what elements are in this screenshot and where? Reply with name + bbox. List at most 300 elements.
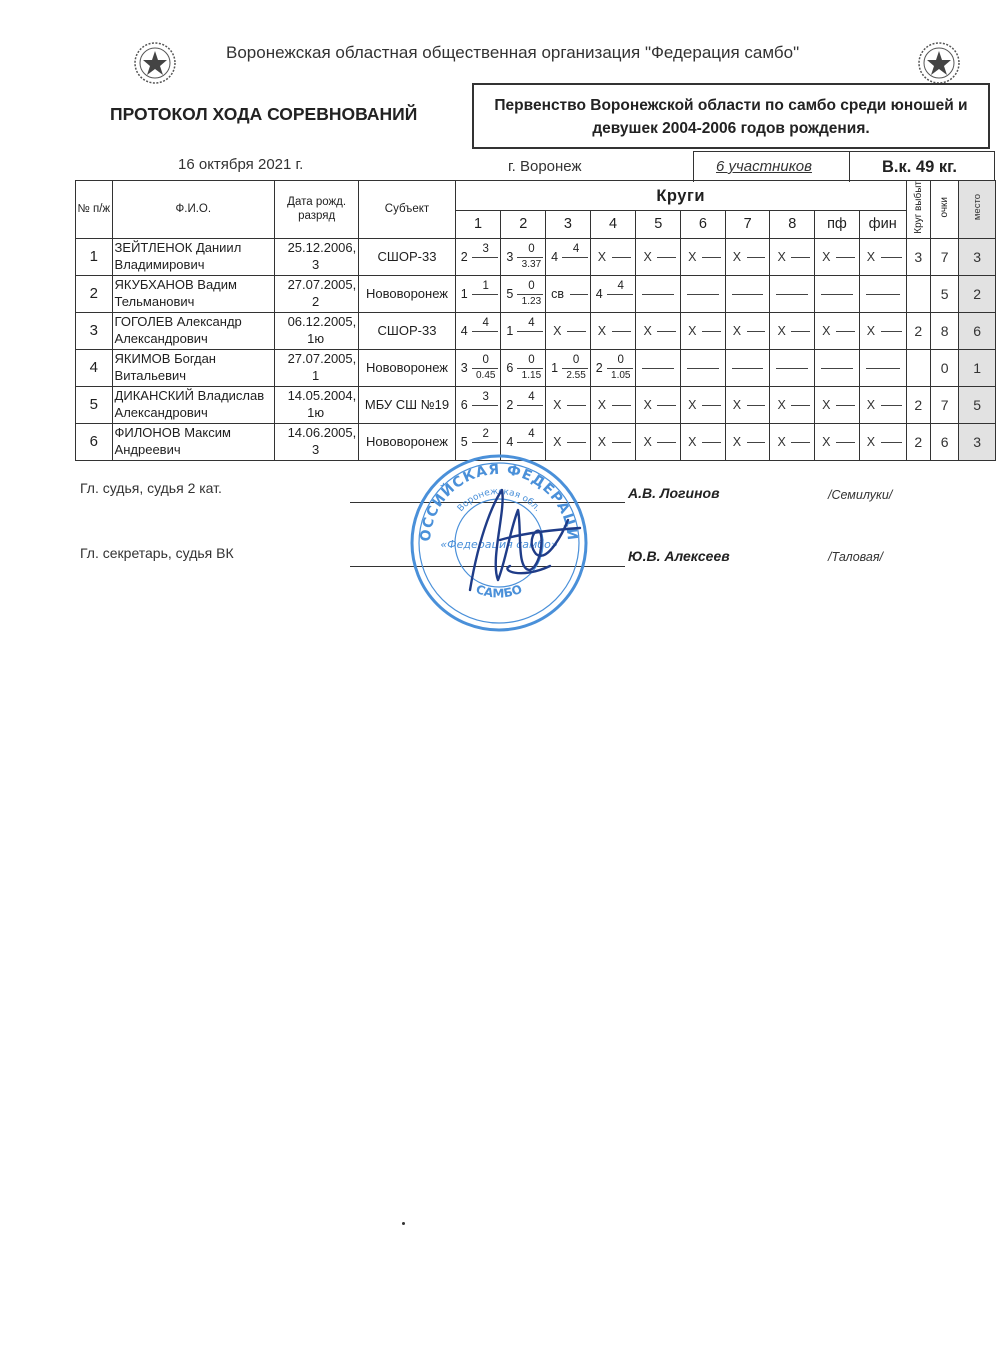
round-cell-out bbox=[770, 386, 815, 423]
round-cell bbox=[546, 275, 591, 312]
round-cell-out bbox=[546, 312, 591, 349]
round-cell-out bbox=[815, 238, 860, 275]
round-cell-empty bbox=[859, 349, 906, 386]
out-line bbox=[657, 442, 676, 443]
points-value: 8 bbox=[930, 312, 958, 349]
column-header-num: № п/ж bbox=[76, 181, 113, 239]
athlete-patronymic: Александрович bbox=[114, 404, 208, 420]
round-header: 8 bbox=[770, 211, 815, 239]
bout-score: 4 bbox=[482, 316, 489, 329]
round-header: фин bbox=[859, 211, 906, 239]
athlete-name bbox=[112, 275, 274, 312]
round-cell bbox=[455, 238, 501, 275]
competition-city: г. Воронеж bbox=[508, 158, 582, 175]
round-cell-out bbox=[815, 386, 860, 423]
round-header: 1 bbox=[455, 211, 501, 239]
round-cell-out bbox=[590, 238, 636, 275]
place-value: 1 bbox=[959, 349, 996, 386]
dob-rank: 1ю bbox=[307, 330, 325, 346]
secretary-label: Гл. секретарь, судья ВК bbox=[80, 545, 234, 561]
athlete-dob bbox=[275, 275, 359, 312]
round-header: 3 bbox=[546, 211, 591, 239]
out-mark: X bbox=[643, 434, 652, 449]
dob-date: 25.12.2006, bbox=[287, 239, 357, 255]
opponent-number: 4 bbox=[460, 323, 468, 338]
bout-score: 4 bbox=[572, 242, 580, 255]
score-line bbox=[472, 294, 499, 295]
out-line bbox=[567, 331, 586, 332]
score-line bbox=[472, 257, 499, 258]
round-cell-empty bbox=[636, 275, 681, 312]
opponent-number: 6 bbox=[506, 360, 514, 375]
out-mark: X bbox=[822, 323, 831, 338]
row-number: 4 bbox=[76, 349, 113, 386]
out-line bbox=[747, 442, 766, 443]
table-row bbox=[76, 275, 996, 312]
dash-line bbox=[776, 368, 808, 369]
out-mark: X bbox=[597, 397, 607, 412]
out-label: Круг выбыт bbox=[912, 181, 924, 234]
out-mark: X bbox=[643, 249, 652, 264]
dash-line bbox=[687, 294, 719, 295]
competition-date: 16 октября 2021 г. bbox=[178, 156, 304, 173]
score-line bbox=[472, 442, 499, 443]
round-cell bbox=[501, 386, 546, 423]
round-out-value: 3 bbox=[906, 238, 930, 275]
athlete-name bbox=[112, 238, 274, 275]
round-cell bbox=[501, 349, 546, 386]
row-number: 1 bbox=[76, 238, 113, 275]
secretary-name: Ю.В. Алексеев bbox=[628, 548, 730, 564]
dash-line bbox=[687, 368, 719, 369]
bout-time: 3.37 bbox=[521, 258, 542, 270]
athlete-name bbox=[112, 386, 274, 423]
out-mark: X bbox=[866, 397, 876, 412]
out-line bbox=[836, 442, 855, 443]
athlete-surname-name: ЗЕЙТЛЕНОК Даниил bbox=[114, 239, 242, 255]
bout-score: 4 bbox=[528, 316, 535, 329]
round-cell-out bbox=[815, 423, 860, 460]
round-cell bbox=[455, 349, 501, 386]
out-mark: X bbox=[688, 397, 697, 412]
opponent-number: 5 bbox=[506, 286, 514, 301]
bout-score: 0 bbox=[528, 279, 535, 292]
round-cell bbox=[501, 312, 546, 349]
round-header: пф bbox=[815, 211, 860, 239]
round-cell bbox=[501, 275, 546, 312]
out-line bbox=[612, 442, 632, 443]
round-cell-out bbox=[681, 238, 726, 275]
dob-date: 27.07.2005, bbox=[287, 350, 357, 366]
out-line bbox=[747, 405, 766, 406]
round-cell-out bbox=[859, 312, 906, 349]
table-row bbox=[76, 238, 996, 275]
athlete-name bbox=[112, 349, 274, 386]
column-header-dob: Дата рожд. разряд bbox=[275, 181, 359, 239]
round-cell bbox=[455, 275, 501, 312]
points-value: 0 bbox=[930, 349, 958, 386]
athlete-subject: СШОР-33 bbox=[359, 238, 455, 275]
out-line bbox=[881, 331, 902, 332]
round-cell-out bbox=[725, 423, 770, 460]
sambo-emblem-icon-left bbox=[132, 40, 178, 86]
points-value: 6 bbox=[930, 423, 958, 460]
athlete-patronymic: Витальевич bbox=[114, 367, 187, 383]
out-mark: X bbox=[597, 323, 607, 338]
event-title-box bbox=[472, 83, 990, 149]
column-header-name: Ф.И.О. bbox=[112, 181, 274, 239]
row-number: 6 bbox=[76, 423, 113, 460]
bout-score: 0 bbox=[482, 353, 489, 366]
event-title-line2: девушек 2004-2006 годов рождения. bbox=[592, 120, 870, 137]
out-mark: X bbox=[732, 397, 742, 412]
out-line bbox=[791, 257, 810, 258]
round-cell-out bbox=[815, 312, 860, 349]
out-mark: X bbox=[688, 434, 697, 449]
bout-time: 1.23 bbox=[521, 295, 542, 307]
out-line bbox=[836, 257, 855, 258]
bout-time: 1.15 bbox=[521, 369, 542, 381]
out-mark: X bbox=[553, 323, 562, 338]
row-number: 3 bbox=[76, 312, 113, 349]
score-line bbox=[607, 294, 634, 295]
round-cell-out bbox=[681, 423, 726, 460]
place-value: 5 bbox=[959, 386, 996, 423]
dob-rank: 3 bbox=[312, 256, 320, 272]
round-cell-out bbox=[590, 423, 636, 460]
dash-line bbox=[821, 294, 853, 295]
column-header-points bbox=[930, 181, 958, 239]
athlete-patronymic: Тельманович bbox=[114, 293, 195, 309]
score-line bbox=[562, 368, 588, 369]
out-line bbox=[612, 405, 632, 406]
out-line bbox=[702, 405, 721, 406]
score-line bbox=[517, 331, 543, 332]
out-line bbox=[747, 331, 766, 332]
round-cell-out bbox=[546, 386, 591, 423]
chief-judge-city: /Семилуки/ bbox=[828, 488, 893, 502]
opponent-number: 5 bbox=[460, 434, 468, 449]
table-row bbox=[76, 386, 996, 423]
score-line bbox=[472, 405, 499, 406]
points-label: очки bbox=[939, 197, 951, 218]
out-mark: X bbox=[866, 249, 876, 264]
round-cell-empty bbox=[725, 349, 770, 386]
round-cell-empty bbox=[770, 275, 815, 312]
out-mark: X bbox=[643, 323, 652, 338]
athlete-surname-name: ДИКАНСКИЙ Владислав bbox=[114, 387, 265, 403]
bout-score: 3 bbox=[482, 390, 489, 403]
out-mark: X bbox=[597, 249, 607, 264]
bout-score: 0 bbox=[617, 353, 624, 366]
out-line bbox=[657, 257, 676, 258]
athlete-subject: Нововоронеж bbox=[359, 275, 455, 312]
column-header-place bbox=[959, 181, 996, 239]
out-mark: X bbox=[822, 397, 831, 412]
stamp-outer-text: ОССИЙСКАЯ ФЕДЕРАЦИ bbox=[417, 461, 581, 543]
opponent-number: 4 bbox=[595, 286, 603, 301]
out-mark: X bbox=[732, 249, 742, 264]
out-line bbox=[657, 331, 676, 332]
round-cell-empty bbox=[859, 275, 906, 312]
out-line bbox=[567, 442, 586, 443]
athlete-patronymic: Владимирович bbox=[114, 256, 205, 272]
round-cell-empty bbox=[725, 275, 770, 312]
round-header: 4 bbox=[590, 211, 636, 239]
score-line bbox=[517, 294, 543, 295]
bout-score: 0 bbox=[528, 242, 535, 255]
sambo-emblem-icon-right bbox=[916, 40, 962, 86]
athlete-name bbox=[112, 312, 274, 349]
out-mark: X bbox=[866, 323, 876, 338]
score-line bbox=[517, 405, 543, 406]
column-header-subject: Субъект bbox=[359, 181, 455, 239]
organization-title: Воронежская областная общественная организация "Федерация самбо" bbox=[226, 43, 800, 62]
round-cell-out bbox=[725, 312, 770, 349]
row-number: 2 bbox=[76, 275, 113, 312]
dob-rank: 2 bbox=[312, 293, 320, 309]
out-line bbox=[612, 331, 632, 332]
stamp-center-text: «Федерация самбо» bbox=[440, 538, 558, 551]
round-cell-out bbox=[859, 238, 906, 275]
place-label: место bbox=[971, 194, 983, 221]
round-cell bbox=[590, 275, 636, 312]
place-value: 3 bbox=[959, 238, 996, 275]
out-line bbox=[702, 257, 721, 258]
athlete-subject: СШОР-33 bbox=[359, 312, 455, 349]
dob-rank: 3 bbox=[312, 441, 320, 457]
dob-date: 27.07.2005, bbox=[287, 276, 357, 292]
round-header: 5 bbox=[636, 211, 681, 239]
round-cell-out bbox=[681, 386, 726, 423]
bout-score: 3 bbox=[482, 242, 489, 255]
athlete-surname-name: ЯКУБХАНОВ Вадим bbox=[114, 276, 237, 292]
round-out-value: 2 bbox=[906, 423, 930, 460]
out-line bbox=[836, 331, 855, 332]
athlete-surname-name: ФИЛОНОВ Максим bbox=[114, 424, 231, 440]
bout-score: 1 bbox=[482, 279, 489, 292]
out-mark: X bbox=[732, 323, 742, 338]
place-value: 6 bbox=[959, 312, 996, 349]
opponent-number: 6 bbox=[460, 397, 468, 412]
round-cell-out bbox=[590, 386, 636, 423]
athlete-dob bbox=[275, 386, 359, 423]
round-cell-out bbox=[725, 238, 770, 275]
dash-line bbox=[642, 294, 674, 295]
round-cell-out bbox=[636, 238, 681, 275]
round-cell bbox=[455, 312, 501, 349]
dob-rank: 1ю bbox=[307, 404, 325, 420]
points-value: 7 bbox=[930, 238, 958, 275]
out-mark: X bbox=[732, 434, 742, 449]
out-mark: X bbox=[866, 434, 876, 449]
opponent-number: 3 bbox=[506, 249, 514, 264]
round-cell bbox=[546, 238, 591, 275]
out-line bbox=[791, 331, 810, 332]
participants-count: 6 участников bbox=[716, 158, 812, 175]
round-cell-empty bbox=[770, 349, 815, 386]
opponent-number: 2 bbox=[460, 249, 468, 264]
out-mark: X bbox=[688, 323, 697, 338]
weight-category: В.к. 49 кг. bbox=[882, 158, 957, 176]
dash-line bbox=[866, 294, 900, 295]
bout-score: 4 bbox=[528, 390, 535, 403]
round-header: 7 bbox=[725, 211, 770, 239]
dash-line bbox=[732, 368, 764, 369]
out-line bbox=[612, 257, 632, 258]
score-line bbox=[472, 368, 499, 369]
round-cell-empty bbox=[681, 275, 726, 312]
out-mark: X bbox=[643, 397, 652, 412]
round-cell-out bbox=[770, 238, 815, 275]
event-title-line1: Первенство Воронежской области по самбо среди юношей и bbox=[494, 97, 968, 114]
opponent-number: 4 bbox=[506, 434, 514, 449]
bout-score: 4 bbox=[528, 427, 535, 440]
score-line bbox=[517, 442, 543, 443]
score-line bbox=[570, 294, 588, 295]
round-out-value bbox=[906, 275, 930, 312]
athlete-subject: МБУ СШ №19 bbox=[359, 386, 455, 423]
table-row bbox=[76, 349, 996, 386]
stamp-inner-text: Воронежская обл. bbox=[455, 486, 543, 514]
out-line bbox=[881, 405, 902, 406]
round-cell bbox=[501, 238, 546, 275]
round-cell-out bbox=[859, 423, 906, 460]
column-header-out bbox=[906, 181, 930, 239]
row-number: 5 bbox=[76, 386, 113, 423]
dash-line bbox=[821, 368, 853, 369]
round-cell-out bbox=[636, 312, 681, 349]
round-cell-out bbox=[859, 386, 906, 423]
opponent-number: св bbox=[551, 286, 564, 301]
out-mark: X bbox=[688, 249, 697, 264]
protocol-title: ПРОТОКОЛ ХОДА СОРЕВНОВАНИЙ bbox=[110, 104, 418, 124]
score-line bbox=[607, 368, 634, 369]
athlete-dob bbox=[275, 312, 359, 349]
out-line bbox=[702, 331, 721, 332]
score-line bbox=[517, 368, 543, 369]
opponent-number: 2 bbox=[506, 397, 514, 412]
out-line bbox=[747, 257, 766, 258]
dob-date: 06.12.2005, bbox=[287, 313, 357, 329]
out-line bbox=[791, 442, 810, 443]
round-cell-out bbox=[590, 312, 636, 349]
dob-date: 14.06.2005, bbox=[287, 424, 357, 440]
round-cell-empty bbox=[636, 349, 681, 386]
column-header-rounds: Круги bbox=[455, 181, 906, 211]
out-line bbox=[702, 442, 721, 443]
bout-score: 2 bbox=[482, 427, 489, 440]
score-line bbox=[562, 257, 588, 258]
opponent-number: 1 bbox=[506, 323, 514, 338]
athlete-patronymic: Андреевич bbox=[114, 441, 181, 457]
athlete-name bbox=[112, 423, 274, 460]
out-line bbox=[881, 257, 902, 258]
round-cell bbox=[455, 386, 501, 423]
out-mark: X bbox=[777, 397, 786, 412]
round-cell-out bbox=[681, 312, 726, 349]
out-mark: X bbox=[553, 397, 562, 412]
dob-rank: 1 bbox=[312, 367, 320, 383]
round-cell-out bbox=[636, 386, 681, 423]
dash-line bbox=[866, 368, 900, 369]
out-line bbox=[881, 442, 902, 443]
round-cell bbox=[590, 349, 636, 386]
handwritten-signature-icon bbox=[440, 470, 590, 610]
place-value: 3 bbox=[959, 423, 996, 460]
bout-score: 0 bbox=[572, 353, 580, 366]
out-line bbox=[791, 405, 810, 406]
bout-score: 4 bbox=[617, 279, 624, 292]
scan-speck bbox=[402, 1222, 405, 1225]
opponent-number: 2 bbox=[595, 360, 603, 375]
dash-line bbox=[732, 294, 764, 295]
chief-judge-name: А.В. Логинов bbox=[628, 485, 720, 501]
round-cell-out bbox=[725, 386, 770, 423]
round-cell-out bbox=[770, 423, 815, 460]
points-value: 7 bbox=[930, 386, 958, 423]
opponent-number: 1 bbox=[551, 360, 559, 375]
athlete-dob bbox=[275, 423, 359, 460]
place-value: 2 bbox=[959, 275, 996, 312]
out-line bbox=[567, 405, 586, 406]
chief-judge-label: Гл. судья, судья 2 кат. bbox=[80, 480, 222, 496]
out-mark: X bbox=[777, 323, 786, 338]
round-out-value bbox=[906, 349, 930, 386]
round-cell-empty bbox=[681, 349, 726, 386]
round-cell bbox=[546, 349, 591, 386]
dob-date: 14.05.2004, bbox=[287, 387, 357, 403]
round-cell-out bbox=[636, 423, 681, 460]
out-mark: X bbox=[822, 249, 831, 264]
out-mark: X bbox=[597, 434, 607, 449]
score-line bbox=[517, 257, 543, 258]
opponent-number: 4 bbox=[551, 249, 559, 264]
bout-time: 2.55 bbox=[566, 369, 586, 381]
round-cell-empty bbox=[815, 349, 860, 386]
points-value: 5 bbox=[930, 275, 958, 312]
round-header: 2 bbox=[501, 211, 546, 239]
protocol-table bbox=[75, 180, 996, 461]
out-mark: X bbox=[553, 434, 562, 449]
round-out-value: 2 bbox=[906, 386, 930, 423]
athlete-dob bbox=[275, 349, 359, 386]
round-out-value: 2 bbox=[906, 312, 930, 349]
dash-line bbox=[642, 368, 674, 369]
round-cell-empty bbox=[815, 275, 860, 312]
stamp-bottom-text: САМБО bbox=[473, 581, 525, 601]
bout-score: 0 bbox=[528, 353, 535, 366]
out-line bbox=[657, 405, 676, 406]
opponent-number: 1 bbox=[460, 286, 468, 301]
athlete-subject: Нововоронеж bbox=[359, 423, 455, 460]
score-line bbox=[472, 331, 499, 332]
round-header: 6 bbox=[681, 211, 726, 239]
athlete-surname-name: ГОГОЛЕВ Александр bbox=[114, 313, 242, 329]
round-cell-out bbox=[770, 312, 815, 349]
dash-line bbox=[776, 294, 808, 295]
athlete-dob bbox=[275, 238, 359, 275]
bout-time: 1.05 bbox=[611, 369, 631, 381]
out-mark: X bbox=[777, 249, 786, 264]
athlete-surname-name: ЯКИМОВ Богдан bbox=[114, 350, 216, 366]
out-line bbox=[836, 405, 855, 406]
bout-time: 0.45 bbox=[475, 369, 496, 381]
out-mark: X bbox=[822, 434, 831, 449]
secretary-city: /Таловая/ bbox=[828, 550, 883, 564]
athlete-patronymic: Александрович bbox=[114, 330, 208, 346]
out-mark: X bbox=[777, 434, 786, 449]
